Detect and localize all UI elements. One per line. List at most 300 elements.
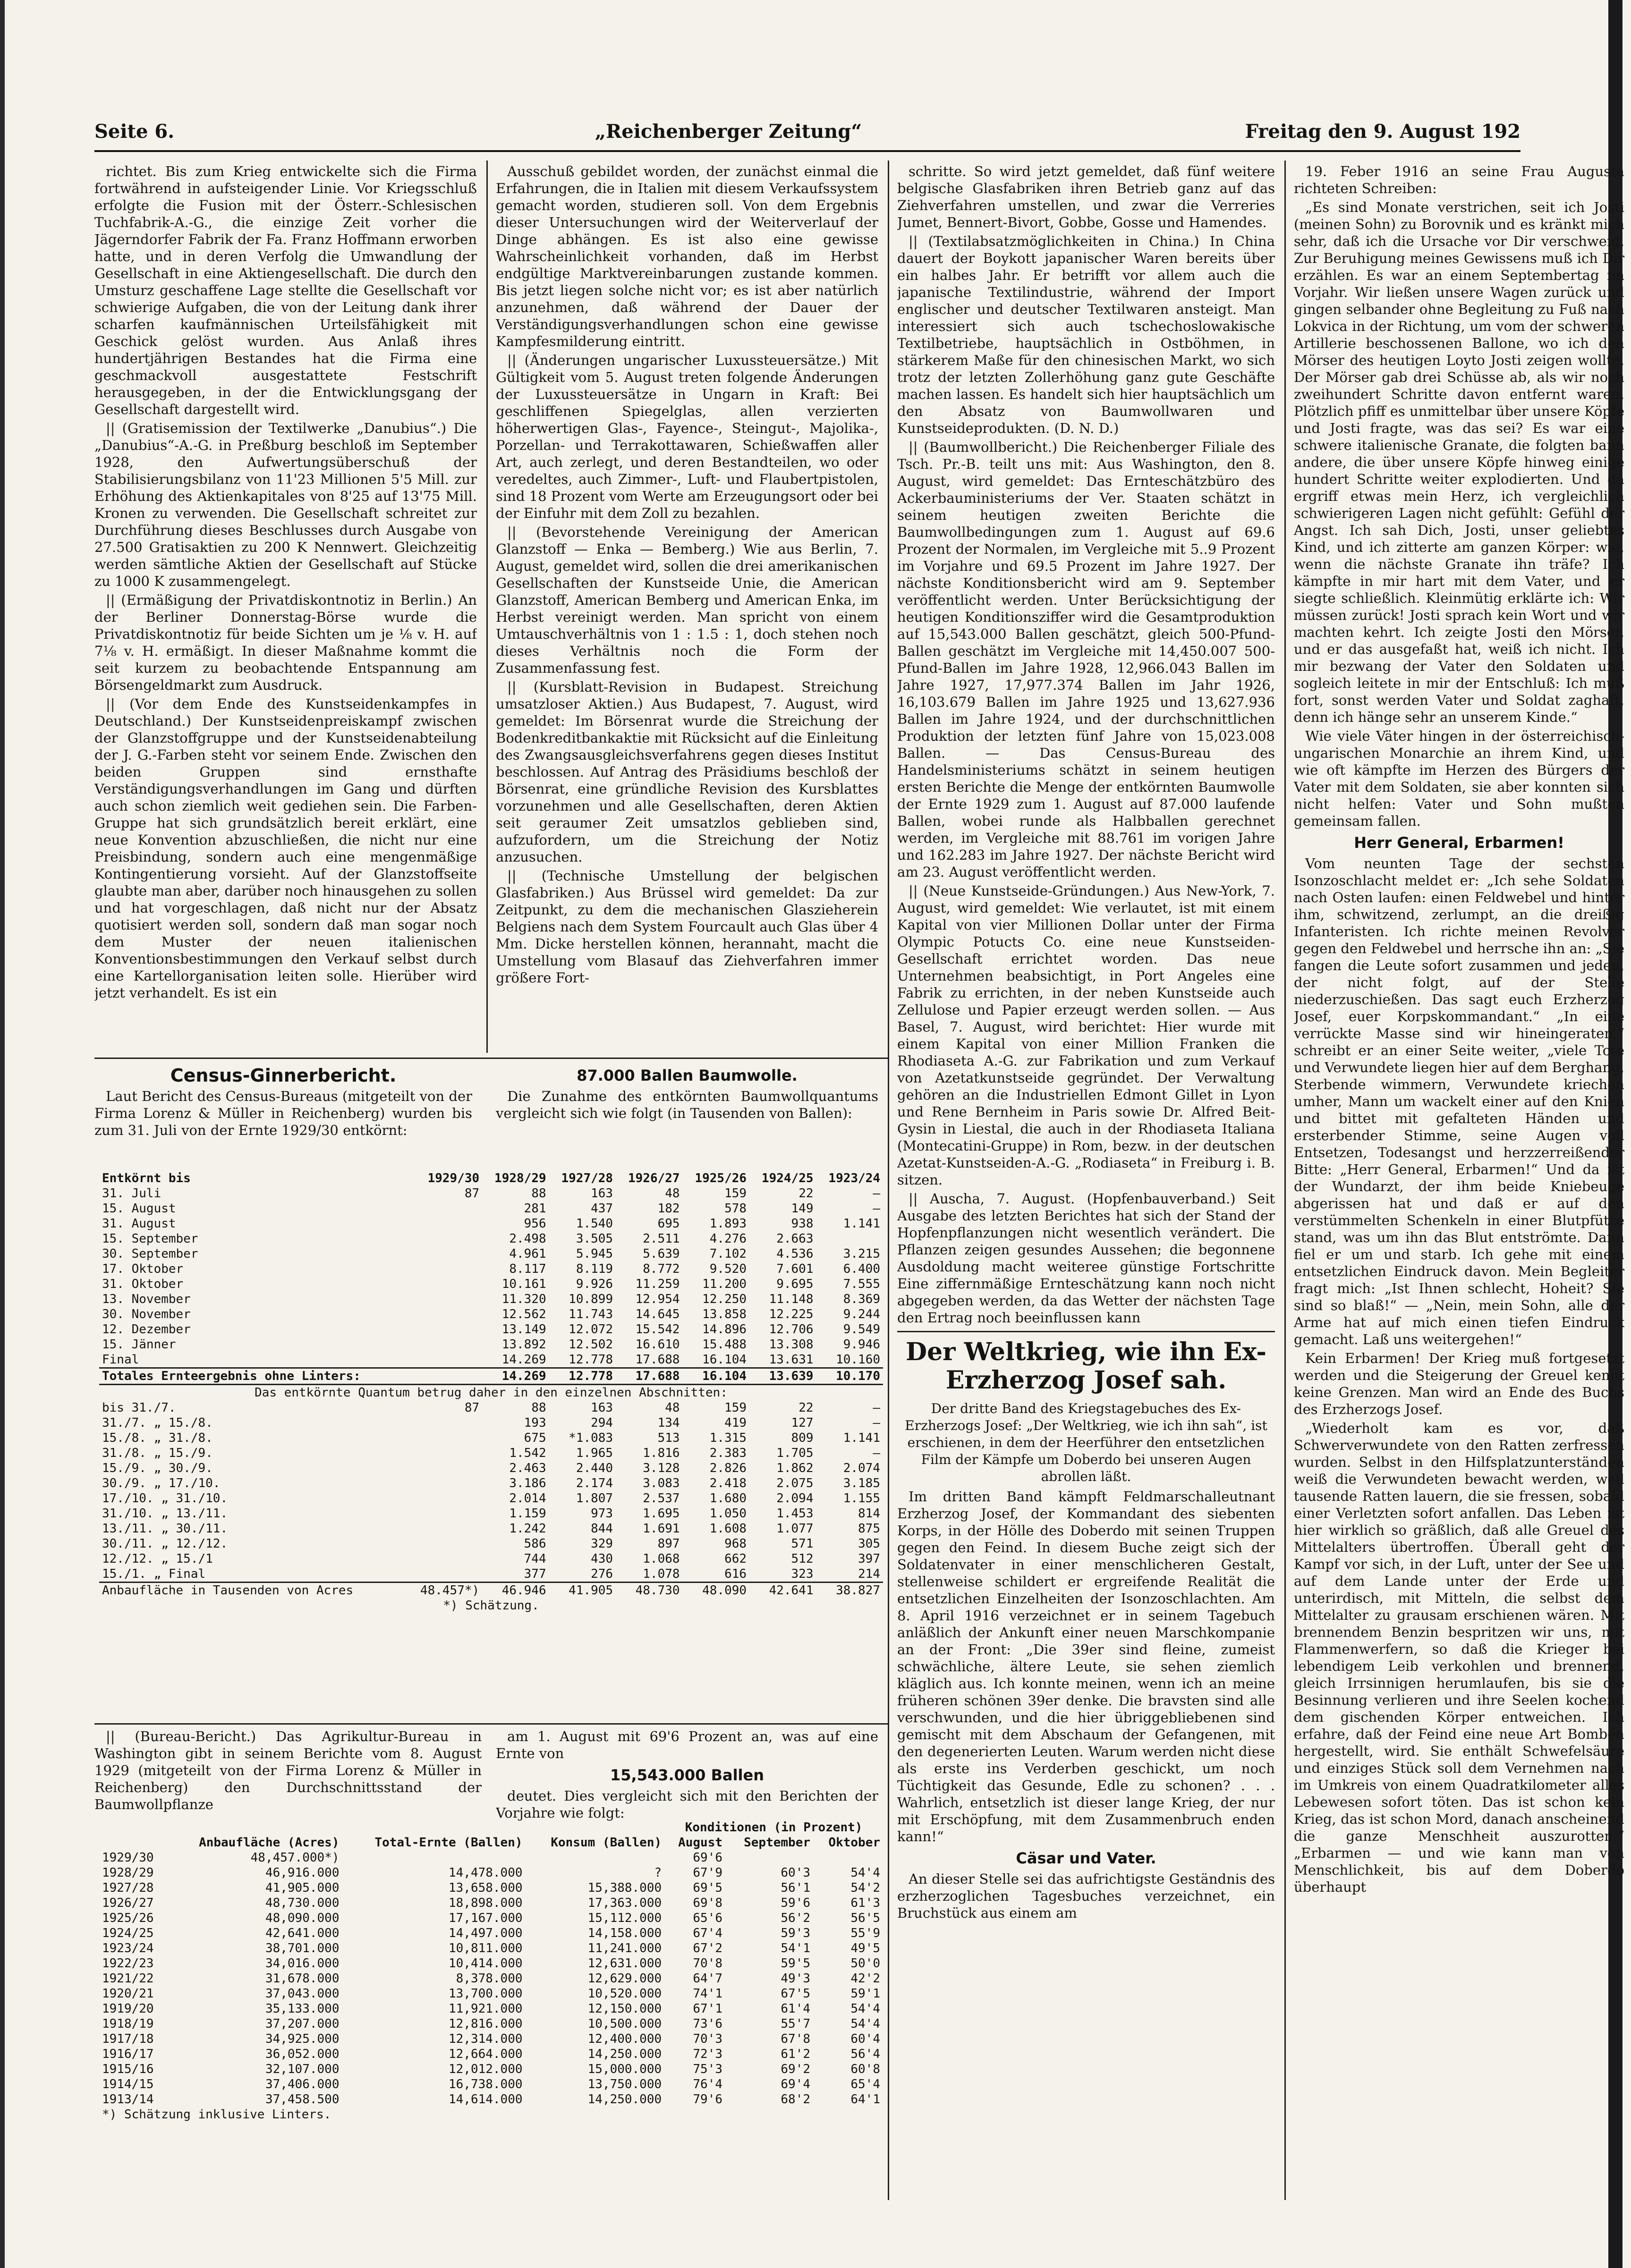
table-cell: 2.383 [709,1446,747,1460]
table-cell: 11,241.000 [587,1941,662,1955]
paragraph: || (Neue Kunstseide-Gründungen.) Aus New-York, 7. August, wird gemeldet: Wie verlautet, ist mit einem Kapital von vier Millionen Dollar unter der Firma Olympic Potucts Co. eine neue Kunstseiden-Gesellschaft errichtet worden. Das neue Unternehmen beabsichtigt, in Port Angeles eine Fabrik zu errichten, in der neben Kunstseide auch Zellulose und Papier erzeugt werden sollen. — Aus Basel, 7. August, wird berichtet: Hier wurde mit einem Kapital von einer Million Franken die Rhodiaseta A.-G. zur Fabrikation und zum Verkauf von Azetatkunstseide gegründet. Der Verwaltung gehören an die Industriellen Edmont Gillet in Lyon und Rene Bernheim in Paris sowie Dr. Alfred Beit-Gysin in Liestal, die auch in der Rhodiaseta Italiana (Montecatini-Gruppe) in Rom, bezw. in der deutschen Azetat-Kunstseiden-A.-G. „Rodiaseta“ in Freiburg i. B. sitzen. [897,883,1275,1188]
table-cell: 7.102 [709,1247,747,1261]
table-cell: 67'4 [693,1926,723,1940]
table-row [99,1926,883,1941]
table-row [99,1506,883,1521]
table-cell: — [873,1416,880,1430]
paragraph: || (Bevorstehende Vereinigung der American Glanzstoff — Enka — Bemberg.) Wie aus Berlin, 7. August, gemeldet wird, sollen die drei amerikanischen Gesellschaften der Kunstseide Unie, die American Glanzstoff, American Bemberg und American Enka, im Herbst vereinigt werden. Man spricht von einem Umtauschverhältnis von 1 : 1.5 : 1, doch stehen noch dieses Verhältnis noch die Form der Zusammenfassung fest. [496,524,878,676]
issue-date: Freitag den 9. August 192 [1245,120,1521,143]
table-cell: 2.498 [509,1232,546,1246]
table-cell: 87 [464,1401,480,1415]
table-cell: 7.555 [843,1277,880,1291]
column-divider [888,161,889,2200]
table-cell: 968 [724,1537,747,1551]
table-cell: 938 [791,1217,814,1231]
table-cell: 56'2 [781,1911,811,1925]
page-number: Seite 6. [94,120,175,143]
table-cell: 3.128 [643,1461,680,1475]
table-row [99,1880,883,1896]
table-cell: 1.141 [843,1217,880,1231]
table-cell: 1.705 [776,1446,814,1460]
table-cell: 397 [858,1552,880,1566]
table-cell: 56'5 [850,1911,880,1925]
table-cell [342,1850,525,1865]
table-row [99,1986,883,2001]
table-cell [407,1307,482,1322]
table-cell: 695 [657,1217,680,1231]
table-row [99,1971,883,1986]
table-cell: 1924/25 [761,1171,814,1185]
table-cell: 15./8. „ 31./8. [102,1431,213,1445]
bureau-intro-block [94,1728,482,1822]
bureau-table [99,1820,883,2122]
table-cell: 10.899 [569,1292,613,1306]
table-cell [526,1850,665,1865]
table-cell: 1925/26 [102,1911,154,1925]
table-cell: — [873,1401,880,1415]
bureau-harvest: 15,543.000 Ballen [610,1766,764,1784]
table-cell: 67'5 [781,1987,811,2001]
table-cell: 134 [657,1416,680,1430]
table-cell: 182 [657,1202,680,1216]
table-cell: 1926/27 [102,1896,154,1910]
table-cell: ? [654,1866,662,1880]
table-cell: 32,107.000 [265,2062,340,2076]
table-cell: 22 [799,1186,814,1201]
table-cell: 13.858 [702,1307,747,1321]
table-cell: 10,811.000 [448,1941,523,1955]
table-cell: 17.688 [635,1369,680,1383]
table-subheading: Das entkörnte Quantum betrug daher in den einzelnen Abschnitten: [99,1385,883,1401]
table-cell: 65'6 [693,1911,723,1925]
table-cell: 42,641.000 [265,1926,340,1940]
paragraph: schritte. So wird jetzt gemeldet, daß fünf weitere belgische Glasfabriken ihren Betrieb ganz auf das Ziehverfahren umstellen, und zwar die Verreries Jumet, Bennert-Bivort, Gobbe, Gosse und Hamendes. [897,163,1275,230]
paragraph: Kein Erbarmen! Der Krieg muß fortgesetzt werden und die Steigerung der Greuel kennt keine Grenzen. Man wird an Ende des Buchs des Erzherzogs Josef. [1294,1350,1624,1417]
table-cell: 14,497.000 [448,1926,523,1940]
table-cell: 69'5 [693,1881,723,1895]
census-intro: Laut Bericht des Census-Bureaus (mitgeteilt von der Firma Lorenz & Müller in Reichenberg) wurden bis zum 31. Juli von der Ernte 1929/30 entkörnt: [94,1088,472,1138]
table-cell: 1.159 [509,1506,546,1521]
table-cell: — [873,1446,880,1460]
table-cell: 10.160 [836,1353,880,1367]
census-side-title: 87.000 Ballen Baumwolle. [577,1066,798,1084]
table-cell: 1.691 [643,1522,680,1536]
table-cell: 15. Jänner [102,1337,176,1352]
table-cell: 163 [591,1401,613,1415]
census-table [99,1171,883,1613]
table-cell: 54'1 [781,1941,811,1955]
table-cell: 276 [591,1567,613,1581]
section-rule [94,1058,888,1059]
table-cell: 88 [531,1186,546,1201]
bureau-right-block [496,1728,878,1822]
table-cell: 41,905.000 [265,1881,340,1895]
table-cell: 15.488 [702,1337,747,1352]
footnote-row [99,1598,883,1613]
table-cell: 79'6 [693,2092,723,2107]
table-row [99,1476,883,1491]
table-cell: 59'5 [781,1956,811,1971]
table-cell: 70'8 [693,1956,723,1971]
column-3 [897,163,1275,2202]
table-subheading-row [99,1385,883,1401]
table-cell: 1922/23 [102,1956,154,1971]
area-row [99,1583,883,1599]
table-cell: 329 [591,1537,613,1551]
table-cell: 67'1 [693,2002,723,2016]
table-cell: 14,478.000 [448,1866,523,1880]
table-cell: 60'3 [781,1866,811,1880]
table-cell: 12,314.000 [448,2032,523,2046]
table-cell: 12,012.000 [448,2062,523,2076]
table-cell: 12./12. „ 15./1 [102,1552,213,1566]
table-cell: 1.242 [509,1522,546,1536]
table-cell: 897 [657,1537,680,1551]
table-cell [407,1536,482,1551]
table-cell: 1.695 [643,1506,680,1521]
table-cell: 70'3 [693,2032,723,2046]
table-cell [407,1491,482,1506]
table-cell: 16.104 [702,1369,747,1383]
table-cell: 14.269 [501,1369,546,1383]
table-cell: August [678,1836,723,1850]
table-row [99,2062,883,2077]
table-cell: 87 [464,1186,480,1201]
table-cell: 616 [724,1567,747,1581]
table-row [99,1446,883,1461]
table-cell: 377 [524,1567,546,1581]
table-row [99,1186,883,1201]
table-row [99,1352,883,1368]
table-cell: 1921/22 [102,1972,154,1986]
bureau-intro: || (Bureau-Bericht.) Das Agrikultur-Bureau in Washington gibt in seinem Berichte vom 8. August 1929 (mitgeteilt von der Firma Lorenz & Müller in Reichenberg) den Durchschnittsstand der Baumwollpflanze [94,1728,482,1812]
table-cell: 193 [524,1416,546,1430]
column-divider [1284,161,1286,2200]
table-cell: 11.320 [501,1292,546,1306]
table-cell: 2.174 [576,1476,613,1490]
table-cell: 46,916.000 [265,1866,340,1880]
table-cell: 2.463 [509,1461,546,1475]
table-cell [407,1446,482,1461]
table-cell: 22 [799,1401,814,1415]
table-cell: 10,520.000 [587,1987,662,2001]
subheading: Herr General, Erbarmen! [1354,834,1564,852]
table-cell: 1.893 [709,1217,747,1231]
table-cell: 2.440 [576,1461,613,1475]
table-cell: 48 [665,1186,680,1201]
table-cell: 61'3 [850,1896,880,1910]
table-cell: 844 [591,1522,613,1536]
paragraph: || (Textilabsatzmöglichkeiten in China.) In China dauert der Boykott japanischer Waren bereits über ein halbes Jahr. Er betrifft vor allem auch die japanische Textilindustrie, während der Import englischer und deutscher Textilwaren ansteigt. Man interessiert sich auch tschechoslowakische Textilbetriebe, hauptsächlich in Ostböhmen, in stärkerem Maße für den chinesischen Markt, wo sich trotz der letzten Zollerhöhung ganz gute Geschäfte machen lassen. Es handelt sich hier hauptsächlich um den Absatz von Baumwollwaren und Kunstseideprodukten. (D. N. D.) [897,233,1275,436]
table-cell [407,1216,482,1231]
paragraph: Wie viele Väter hingen in der österreichisch-ungarischen Monarchie an ihrem Kind, und wie oft kämpfte im Herzen des Bürgers der Vater mit dem Soldaten, sie aber konnten sich nicht helfen: Vater und Sohn mußten gemeinsam fallen. [1294,728,1624,829]
table-row [99,2016,883,2031]
table-row [99,2092,883,2107]
table-cell: 1.315 [709,1431,747,1445]
table-cell: 12.778 [569,1353,613,1367]
table-cell: 59'6 [781,1896,811,1910]
table-cell: Total-Ernte (Ballen) [374,1836,523,1850]
table-cell: 3.186 [509,1476,546,1490]
table-cell: 67'8 [781,2032,811,2046]
table-cell: 1914/15 [102,2077,154,2091]
table-cell: 17. Oktober [102,1262,184,1276]
census-side-block [496,1062,878,1176]
table-cell: 48.730 [635,1583,680,1598]
table-cell: 12.778 [569,1369,613,1383]
table-cell: 1924/25 [102,1926,154,1940]
table-cell: 34,925.000 [265,2032,340,2046]
table-cell: 956 [524,1217,546,1231]
table-cell: 69'2 [781,2062,811,2076]
footnote: *) Schätzung inklusive Linters. [102,2107,331,2122]
table-row [99,1536,883,1551]
table-cell: 3.505 [576,1232,613,1246]
table-cell: 12.225 [769,1307,814,1321]
table-row [99,1491,883,1506]
table-cell: 11.743 [569,1307,613,1321]
table-cell: 75'3 [693,2062,723,2076]
paragraph: || (Baumwollbericht.) Die Reichenberger Filiale des Tsch. Pr.-B. teilt uns mit: Aus Washington, den 8. August, wird gemeldet: Das Ernteschätzbüro des Ackerbauministeriums der Ver. Staaten schätzt in seinem heutigen zweiten Berichte die Baumwollbedingungen zum 1. August auf 69.6 Prozent der Normalen, im Vergleiche mit 5..9 Prozent im Vorjahre und 69.5 Prozent im Jahre 1927. Der nächste Konditionsbericht wird am 9. September veröffentlicht werden. Unter Berücksichtigung der heutigen Konditionsziffer wird die Gesamtproduktion auf 15,543.000 Ballen geschätzt, gleich 500-Pfund-Ballen geschätzt im Vergleiche mit 14,450.007 500-Pfund-Ballen im Jahre 1928, 12,966.043 Ballen im Jahre 1927, 17,977.374 Ballen im Jahr 1926, 16,103.679 Ballen im Jahre 1925 und 13,627.936 Ballen im Jahre 1924, und der durchschnittlichen Produktion der letzten fünf Jahre von 15,023.008 Ballen. — Das Census-Bureau des Handelsministeriums schätzt in seinem heutigen ersten Berichte die Menge der entkörnten Baumwolle der Ernte 1929 zum 1. August auf 87.000 laufende Ballen, wobei runde als Halbballen gerechnet werden, im Vergleiche mit 88.761 im vorigen Jahre und 162.283 im Jahre 1927. Der nächste Bericht wird am 23. August veröffentlicht werden. [897,439,1275,880]
table-cell: 323 [791,1567,814,1581]
table-cell: 1923/24 [102,1941,154,1955]
census-title: Census-Ginnerbericht. [170,1065,397,1086]
table-cell: 50'0 [850,1956,880,1971]
table-cell: 69'6 [693,1851,723,1865]
table-row [99,1461,883,1476]
table-row [99,1307,883,1322]
table-cell: 73'6 [693,2017,723,2031]
table-cell [407,1201,482,1216]
table-cell: 48,457.000*) [250,1851,340,1865]
table-cell: 5.639 [643,1247,680,1261]
table-cell: 809 [791,1431,814,1445]
table-cell: 55'7 [781,2017,811,2031]
table-row [99,1850,883,1865]
table-cell: 15.542 [635,1322,680,1337]
table-cell: 419 [724,1416,747,1430]
table-cell: 56'1 [781,1881,811,1895]
paragraph: || (Vor dem Ende des Kunstseidenkampfes in Deutschland.) Der Kunstseidenpreiskampf zwischen der Glanzstoffgruppe und der Kunstseidenabteilung der J. G.-Farben steht vor seinem Ende. Zwischen den beiden Gruppen sind ernsthafte Verständigungsverhandlungen im Gang und dürften auch schon ziemlich weit gediehen sein. Die Farben-Gruppe hat sich grundsätzlich bereit erklärt, eine neue Konvention abzuschließen, die nicht nur eine Preisbindung, sondern auch eine mengenmäßige Kontingentierung vorsieht. Auf der Glanzstoffseite glaubte man aber, darüber noch hinausgehen zu sollen und hat vorgeschlagen, daß nicht nur der Absatz quotisiert werden soll, sondern daß man sogar noch dem Muster der neuen italienischen Konventionsbestimmungen den Verkauf selbst durch eine Kartellorganisation leiten solle. Hierüber wird jetzt verhandelt. Es ist ein [94,696,477,1001]
table-cell: 10.161 [501,1277,546,1291]
table-cell: 30. September [102,1247,198,1261]
table-cell: Final [102,1353,139,1367]
table-row [99,1400,883,1415]
table-cell: 30./9. „ 17./10. [102,1476,221,1490]
table-cell: 11.200 [702,1277,747,1291]
table-cell: September [744,1836,811,1850]
table-cell: 13.149 [501,1322,546,1337]
table-cell [813,1850,883,1865]
table-cell: 15,112.000 [587,1911,662,1925]
table-cell: 430 [591,1552,613,1566]
table-cell: 1927/28 [102,1881,154,1895]
table-cell: 814 [858,1506,880,1521]
table-cell: 15./1. „ Final [102,1567,206,1581]
table-cell: 7.601 [776,1262,814,1276]
table-cell: — [873,1186,880,1201]
table-cell: 1.965 [576,1446,613,1460]
table-cell: 13.639 [769,1369,814,1383]
table-cell: 4.276 [709,1232,747,1246]
table-cell: 571 [791,1537,814,1551]
table-row [99,2031,883,2047]
table-cell: 54'4 [850,1866,880,1880]
table-cell: 69'4 [781,2077,811,2091]
table-cell: Oktober [828,1836,880,1850]
table-cell: 12.072 [569,1322,613,1337]
table-cell: 37,406.000 [265,2077,340,2091]
table-cell [407,1231,482,1246]
table-cell: 1927/28 [561,1171,613,1185]
article-lead: Der dritte Band des Kriegstagebuches des Ex-Erzherzogs Josef: „Der Weltkrieg, wie ich ihn sah“, ist erschienen, in dem der Heerführer den entsetzlichen Film der Kämpfe um Doberdo bei unseren Augen abrollen läßt. [905,1401,1267,1484]
table-cell: 281 [524,1202,546,1216]
table-cell: 37,458.500 [265,2092,340,2107]
table-cell: 14,614.000 [448,2092,523,2107]
table-header-row [99,1835,883,1850]
table-cell: 59'1 [850,1987,880,2001]
table-cell: 9.244 [843,1307,880,1321]
table-cell: 149 [791,1202,814,1216]
table-cell [725,1850,813,1865]
table-cell [407,1292,482,1307]
table-cell [407,1476,482,1491]
table-row [99,1201,883,1216]
table-cell: 3.083 [643,1476,680,1490]
table-cell: 8,378.000 [456,1972,523,1986]
table-cell: 294 [591,1416,613,1430]
table-cell: 1918/19 [102,2017,154,2031]
table-cell: 14,250.000 [587,2047,662,2061]
table-row [99,2001,883,2016]
table-cell: 31./7. „ 15./8. [102,1416,213,1430]
column-2 [496,163,878,1053]
article-headline: Der Weltkrieg, wie ihn Ex-Erzherzog Josef sah. [905,1337,1266,1395]
table-group-header: Konditionen (in Prozent) [685,1820,863,1835]
table-cell: 437 [591,1202,613,1216]
table-cell: 2.537 [643,1491,680,1506]
table-cell: Entkörnt bis [102,1171,191,1185]
table-cell: 48,730.000 [265,1896,340,1910]
table-cell: 8.119 [576,1262,613,1276]
table-row [99,1551,883,1566]
table-cell: 1913/14 [102,2092,154,2107]
table-cell: 16.104 [702,1353,747,1367]
table-cell: 1.816 [643,1446,680,1460]
table-cell: 159 [724,1401,747,1415]
table-cell: 1.807 [576,1491,613,1506]
table-cell: 49'3 [781,1972,811,1986]
paragraph: Ausschuß gebildet worden, der zunächst einmal die Erfahrungen, die in Italien mit diesem Verkaufssystem gemacht worden, studieren soll. Von dem Ergebnis dieser Untersuchungen wird der Weiterverlauf der Dinge abhängen. Es ist also eine gewisse Wahrscheinlichkeit vorhanden, daß im Herbst endgültige Marktvereinbarungen zustande kommen. Bis jetzt liegen solche nicht vor; es ist aber natürlich anzunehmen, daß während der Dauer der Verständigungsverhandlungen schon eine gewisse Kampfesmilderung eintritt. [496,163,878,349]
table-row [99,2077,883,2092]
table-cell: 1916/17 [102,2047,154,2061]
table-cell: 5.945 [576,1247,613,1261]
table-cell: 9.520 [709,1262,747,1276]
table-cell: 6.400 [843,1262,880,1276]
table-cell: 49'5 [850,1941,880,1955]
table-cell: 14,158.000 [587,1926,662,1940]
table-cell: 69'8 [693,1896,723,1910]
table-cell: 54'2 [850,1881,880,1895]
section-rule [897,1331,1275,1332]
table-row [99,1261,883,1277]
table-cell: *1.083 [569,1431,613,1445]
paragraph: Vom neunten Tage der sechsten Isonzoschlacht meldet er: „Ich sehe Soldaten nach Osten laufen: einen Feldwebel und hinter ihm, schwitzend, zerlumpt, an die dreißig Infanteristen. Ich richte meinen Revolver gegen den Feldwebel und herrsche ihn an: „Sie fangen die Leute sofort zusammen und jeden, der nicht folgt, auf der Stelle niederzuschießen. Das sagt euch Erzherzog Josef, euer Korpskommandant.“ „In eine verrückte Masse sind wir hineingeraten,“ schreibt er an einer Seite weiter, „viele Tote und Verwundete liegen hier auf dem Berghang, Sterbende wimmern, Verwundete kriechen umher, Mann um wackelt einer auf den Knien und bittet mit gefalteten Händen und ersterbender Stimme, seine Augen voll Entsetzen, Todesangst und herzzerreißender Bitte: „Herr General, Erbarmen!“ Und da ist der Wundarzt, der ihm beide Kniebeuge abgerissen hat und daß er auf den verstümmelten Schenkeln in einer Blutpfütze stand, was um ihn das Blut entströmte. Dann fiel er um und starb. Ich gehe mit einem entsetzlichen Eindruck davon. Mein Begleiter fragt mich: „Ist Ihnen schlecht, Hoheit? Sie sind so blaß!“ — „Nein, mein Sohn, alle der Arme hat auf mich einen tiefen Eindruck gemacht. Laß uns weitergehen!“ [1294,855,1624,1347]
table-cell: 9.946 [843,1337,880,1352]
table-cell: 3.215 [843,1247,880,1261]
table-row [99,1415,883,1430]
table-cell: 48.090 [702,1583,747,1598]
table-row [99,1246,883,1261]
table-cell: 662 [724,1552,747,1566]
table-cell: 31. August [102,1217,176,1231]
table-row [99,1322,883,1337]
paragraph: || (Änderungen ungarischer Luxussteuersätze.) Mit Gültigkeit vom 5. August treten folgende Änderungen der Luxussteuersätze in Ungarn in Kraft: Bei geschliffenen Spiegelglas, allen verzierten höherwertigen Glas-, Fayence-, Steingut-, Majolika-, Porzellan- und Terrakottawaren, Schießwaffen aller Art, auch zerlegt, und deren Bestandteilen, wo oder veredeltes, auch Zimmer-, Luft- und Flaubertpistolen, sind 18 Prozent vom Werte am Erzeugungsort oder bei der Einfuhr mit dem Zoll zu bezahlen. [496,352,878,521]
footnote: *) Schätzung. [443,1599,539,1613]
table-cell: 1.141 [843,1431,880,1445]
table-cell: 973 [591,1506,613,1521]
table-cell: 15. August [102,1202,176,1216]
table-row [99,1911,883,1926]
paragraph: || (Ermäßigung der Privatdiskontnotiz in Berlin.) An der Berliner Donnerstag-Börse wurde die Privatdiskontnotiz für beide Sichten um je ⅛ v. H. auf 7⅛ v. H. ermäßigt. In dieser Maßnahme kommt die seit kurzem zu beobachtende Entspannung am Börsengeldmarkt zum Ausdruck. [94,592,477,693]
table-cell: 67'2 [693,1941,723,1955]
table-header-row [99,1171,883,1186]
table-cell: 60'4 [850,2032,880,2046]
table-cell: 59'3 [781,1926,811,1940]
table-cell: 214 [858,1567,880,1581]
paragraph: || (Kursblatt-Revision in Budapest. Streichung umsatzloser Aktien.) Aus Budapest, 7. August, wird gemeldet: Im Börsenrat wurde die Streichung der Bodenkreditbankaktie mit Rücksicht auf die Einleitung des Zwangsausgleichsverfahrens gegen dieses Institut beschlossen. Auf Antrag des Präsidiums beschloß der Börsenrat, eine gründliche Revision des Kursblattes vorzunehmen und alle Gesellschaften, deren Aktien seit geraumer Zeit umsatzlos geblieben sind, aufzufordern, um die Streichung der Notiz anzusuchen. [496,679,878,865]
paragraph: richtet. Bis zum Krieg entwickelte sich die Firma fortwährend in aufsteigender Linie. Vor Kriegsschluß erfolgte die Fusion mit der Österr.-Schlesischen Tuchfabrik-A.-G., die einzige Zeit vorher die Jägerndorfer Fabrik der Fa. Franz Hoffmann erworben hatte, und in deren Verfolg die Umwandlung der Gesellschaft in eine Aktiengesellschaft. Die durch den Umsturz geschaffene Lage stellte die Gesellschaft vor schwierige Aufgaben, die von der Leitung dank ihrer scharfen kaufmännischen Urteilsfähigkeit mit Geschick gelöst wurden. Aus Anlaß ihres hundertjährigen Bestandes hat die Firma eine geschmackvoll ausgestattete Festschrift herausgegeben, in der die Entwicklungsgang der Gesellschaft dargestellt wird. [94,163,477,417]
table-cell: 9.549 [843,1322,880,1337]
table-cell: 72'3 [693,2047,723,2061]
table-cell: 10,500.000 [587,2017,662,2031]
table-cell: 31. Juli [102,1186,161,1201]
table-cell: 10,414.000 [448,1956,523,1971]
table-cell: 64'7 [693,1972,723,1986]
table-cell: bis 31./7. [102,1401,176,1415]
table-cell [407,1506,482,1521]
table-cell: 1919/20 [102,2002,154,2016]
newspaper-title: „Reichenberger Zeitung“ [595,120,862,143]
table-cell: 16.610 [635,1337,680,1352]
table-row [99,1292,883,1307]
table-cell [407,1521,482,1536]
table-cell: 61'4 [781,2002,811,2016]
section-rule [94,1723,888,1725]
table-cell: 3.185 [843,1476,880,1490]
table-cell: Anbaufläche (Acres) [199,1836,340,1850]
table-cell: 11.259 [635,1277,680,1291]
table-cell: 12,629.000 [587,1972,662,1986]
table-cell [407,1246,482,1261]
table-cell: 55'9 [850,1926,880,1940]
table-cell: 31./10. „ 13./11. [102,1506,228,1521]
table-row [99,2047,883,2062]
table-cell [99,1835,168,1850]
table-cell: 54'4 [850,2017,880,2031]
table-cell: 42'2 [850,1972,880,1986]
table-cell: 4.961 [509,1247,546,1261]
table-cell: 2.663 [776,1232,814,1246]
table-cell [407,1261,482,1277]
table-cell: 1929/30 [427,1171,480,1185]
table-cell: 2.074 [843,1461,880,1475]
column-divider [486,161,488,1053]
table-row [99,1337,883,1352]
paragraph: || (Technische Umstellung der belgischen Glasfabriken.) Aus Brüssel wird gemeldet: Da zur Zeitpunkt, zu dem die mechanischen Glaszieherein Belgiens nach dem System Fourcault auch Glas über 4 Mm. Dicke herstellen können, herannaht, macht die Umstellung vom Blasauf das Ziehverfahren immer größere Fort- [496,868,878,986]
table-cell: 13.308 [769,1337,814,1352]
table-cell: 48 [665,1401,680,1415]
